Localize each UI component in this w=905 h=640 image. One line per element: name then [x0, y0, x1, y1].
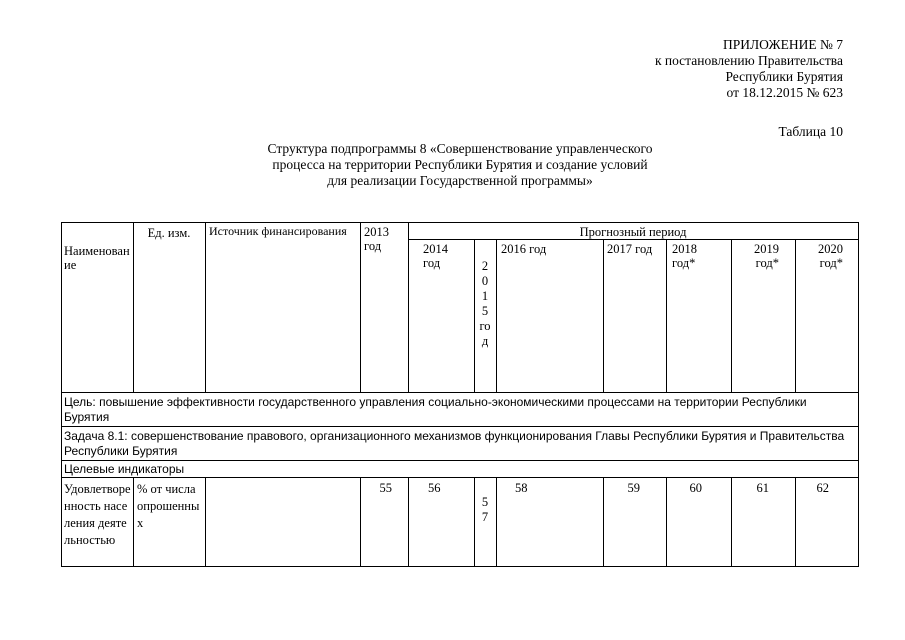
goal-row: Цель: повышение эффективности государственного управления социально-экономическими процессами на территории Республики Бурятия	[64, 395, 807, 424]
value-2018: 60	[689, 481, 702, 495]
appendix-line: ПРИЛОЖЕНИЕ № 7	[722, 37, 843, 52]
header-2018: 2018 год*	[672, 242, 697, 270]
header-2017: 2017 год	[607, 242, 653, 256]
header-2019: 2019 год*	[754, 242, 779, 270]
value-2019: 61	[756, 481, 769, 495]
appendix-line: к постановлению Правительства	[654, 53, 843, 68]
value-2013: 55	[379, 481, 392, 495]
appendix-line: Республики Бурятия	[725, 69, 843, 84]
task-row: Задача 8.1: совершенствование правового, организационного механизмов функционирования Главы Республики Бурятия и Правительства Республики Бурятия	[64, 429, 845, 458]
value-2020: 62	[816, 481, 829, 495]
header-2015: 2015 год	[479, 259, 491, 348]
header-2016: 2016 год	[501, 242, 547, 256]
value-2016: 58	[515, 481, 528, 495]
indicators-row: Целевые индикаторы	[64, 462, 185, 476]
header-2020: 2020 год*	[818, 242, 843, 270]
header-source: Источник финансирования	[209, 224, 347, 238]
value-2017: 59	[627, 481, 640, 495]
value-2015: 57	[481, 495, 489, 524]
title-line: процесса на территории Республики Бурятия и создание условий	[272, 157, 648, 172]
value-2014: 56	[428, 481, 441, 495]
header-2013: 2013 год	[364, 225, 389, 253]
header-unit: Ед. изм.	[147, 226, 191, 240]
indicator-name: Удовлетворенность населения деятельностью	[64, 482, 131, 547]
title-line: Структура подпрограммы 8 «Совершенствование управленческого	[267, 141, 653, 156]
appendix-line: от 18.12.2015 № 623	[726, 85, 843, 100]
header-forecast: Прогнозный период	[579, 225, 687, 239]
header-2014: 2014 год	[423, 242, 448, 270]
table-number-label: Таблица 10	[778, 124, 843, 139]
header-name: Наименование	[64, 244, 130, 272]
indicator-unit: % от числа опрошенных	[137, 482, 200, 530]
title-line: для реализации Государственной программы»	[327, 173, 593, 188]
